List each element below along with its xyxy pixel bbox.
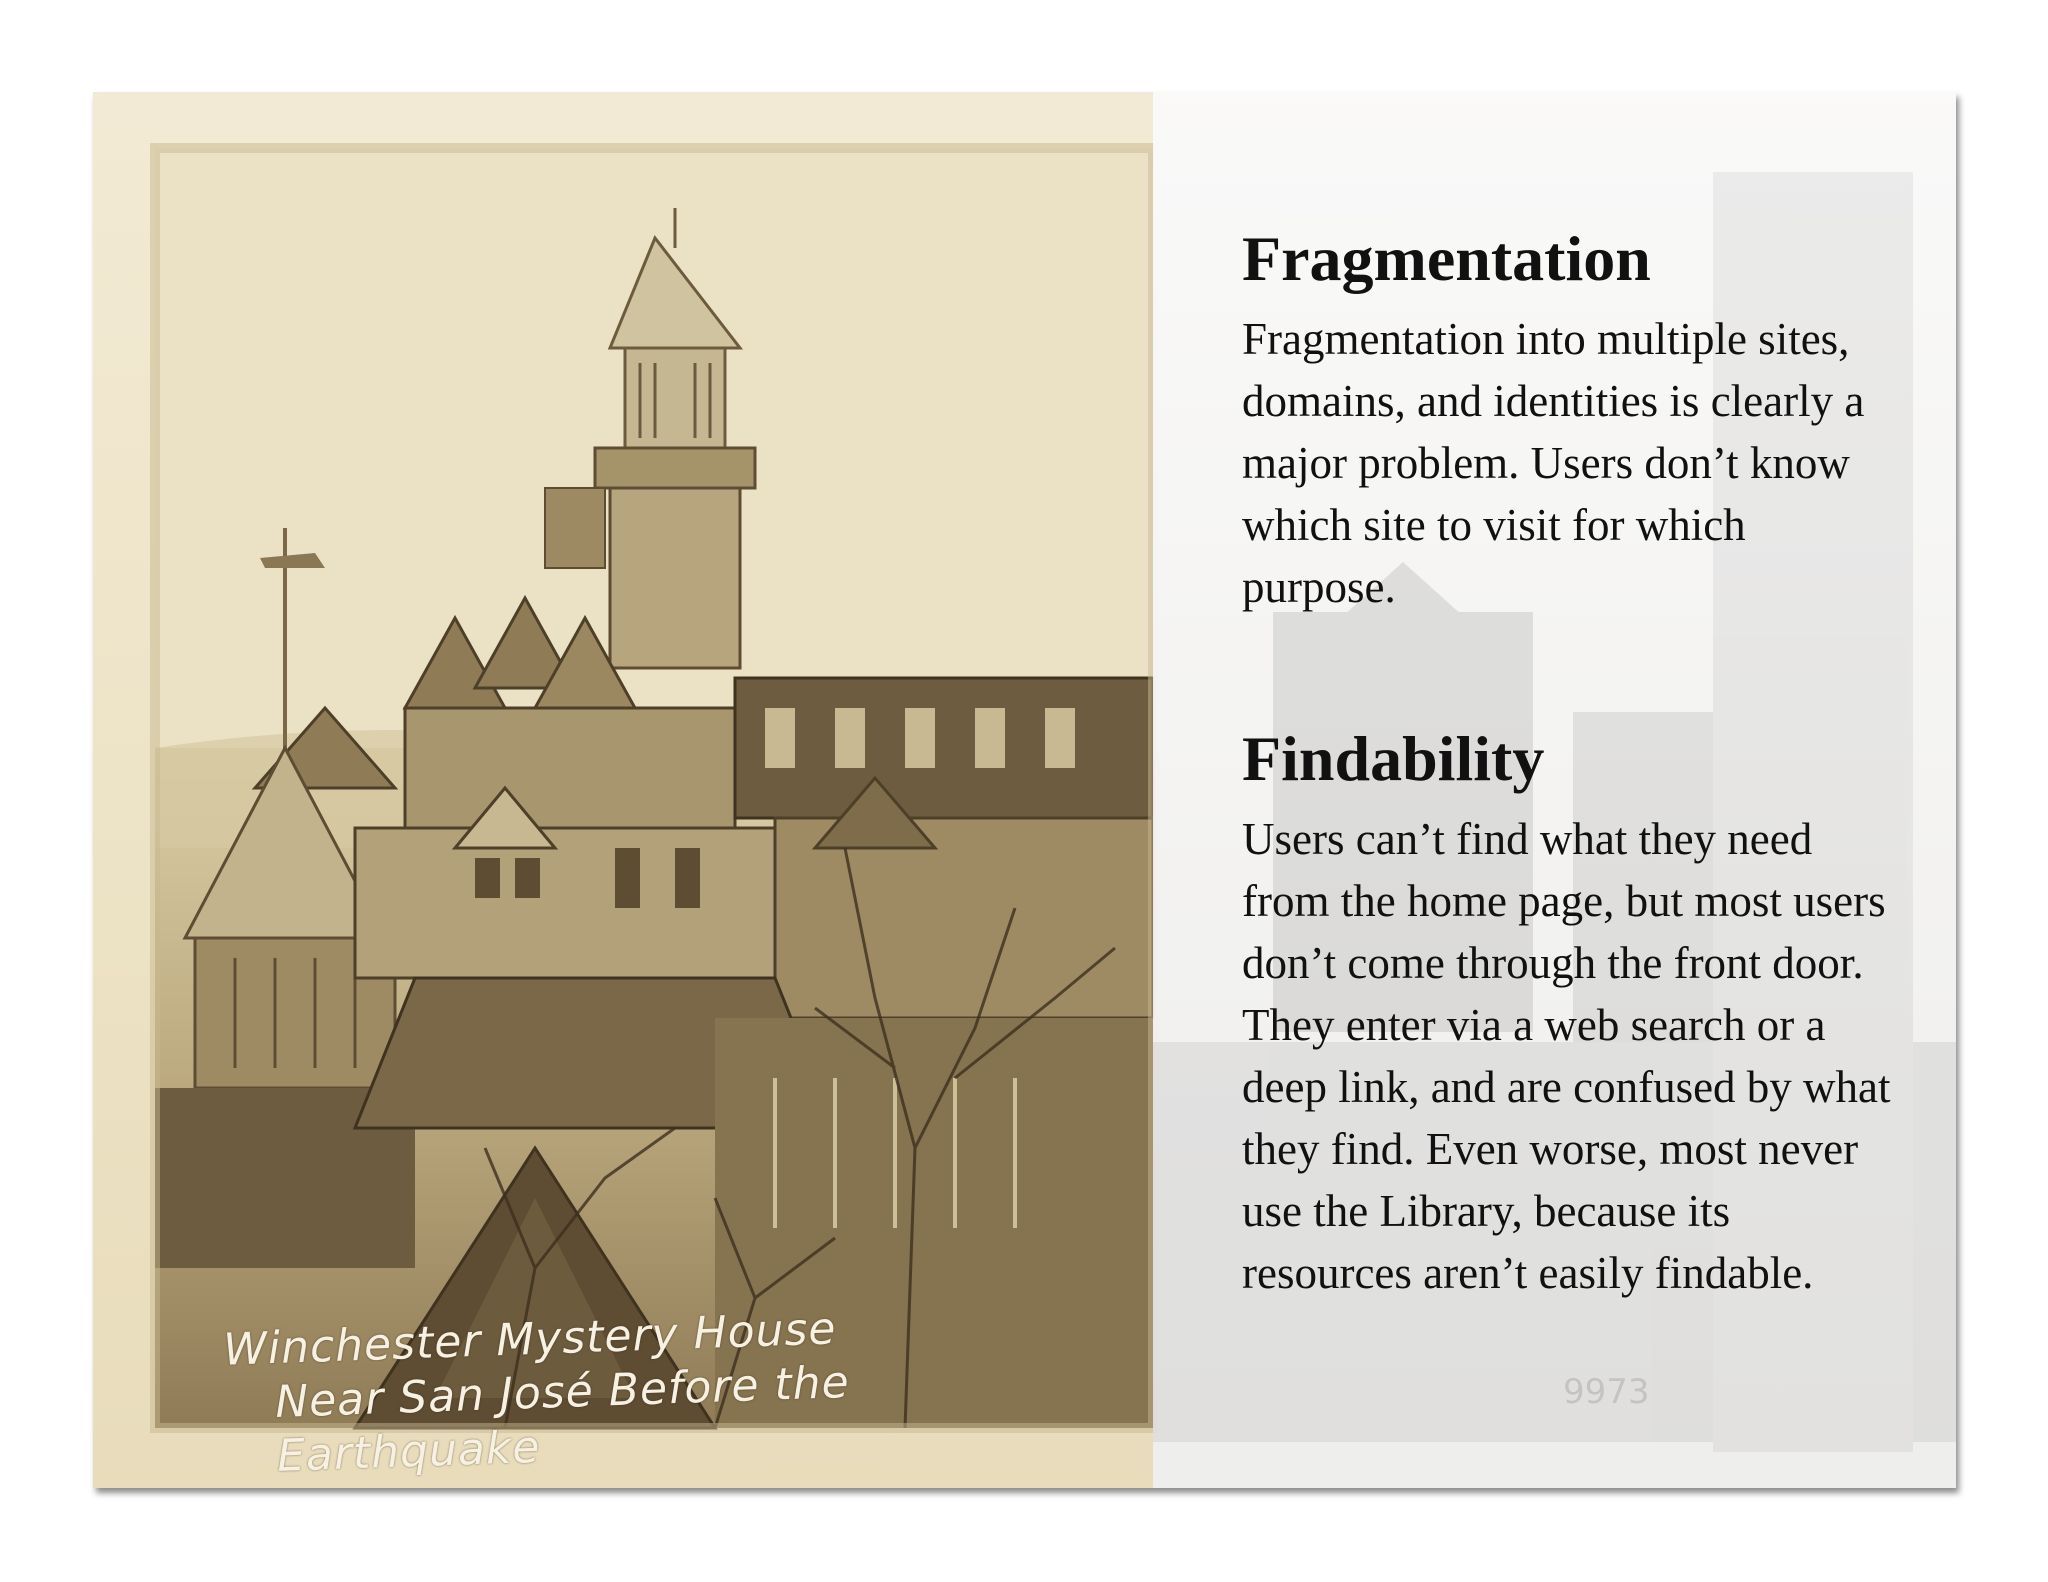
house-illustration xyxy=(155,148,1153,1428)
photo-caption xyxy=(222,1292,1127,1485)
slide-card xyxy=(93,92,1956,1488)
section-fragmentation xyxy=(1242,222,1902,618)
photo-caption-line2: Near San José Before the Earthquake xyxy=(274,1356,851,1482)
house-photo xyxy=(155,148,1153,1482)
section-heading: Fragmentation xyxy=(1242,223,1651,294)
section-heading: Findability xyxy=(1242,723,1545,794)
section-body: Fragmentation into multiple sites, domains, and identities is clearly a major problem. Users don’t know which site to visit for which purpose. xyxy=(1242,314,1865,612)
photo-mat xyxy=(93,92,1153,1488)
ghost-photo-number: 9973 xyxy=(1563,1372,1650,1412)
section-body: Users can’t find what they need from the home page, but most users don’t come through the front door. They enter via a web search or a deep link, and are confused by what they find. Even worse, most never use the Library, because its resources aren’t easily findable. xyxy=(1242,814,1891,1298)
text-panel xyxy=(1153,92,1956,1488)
section-findability xyxy=(1242,722,1902,1304)
photo-caption-line1: Winchester Mystery House xyxy=(222,1303,838,1376)
